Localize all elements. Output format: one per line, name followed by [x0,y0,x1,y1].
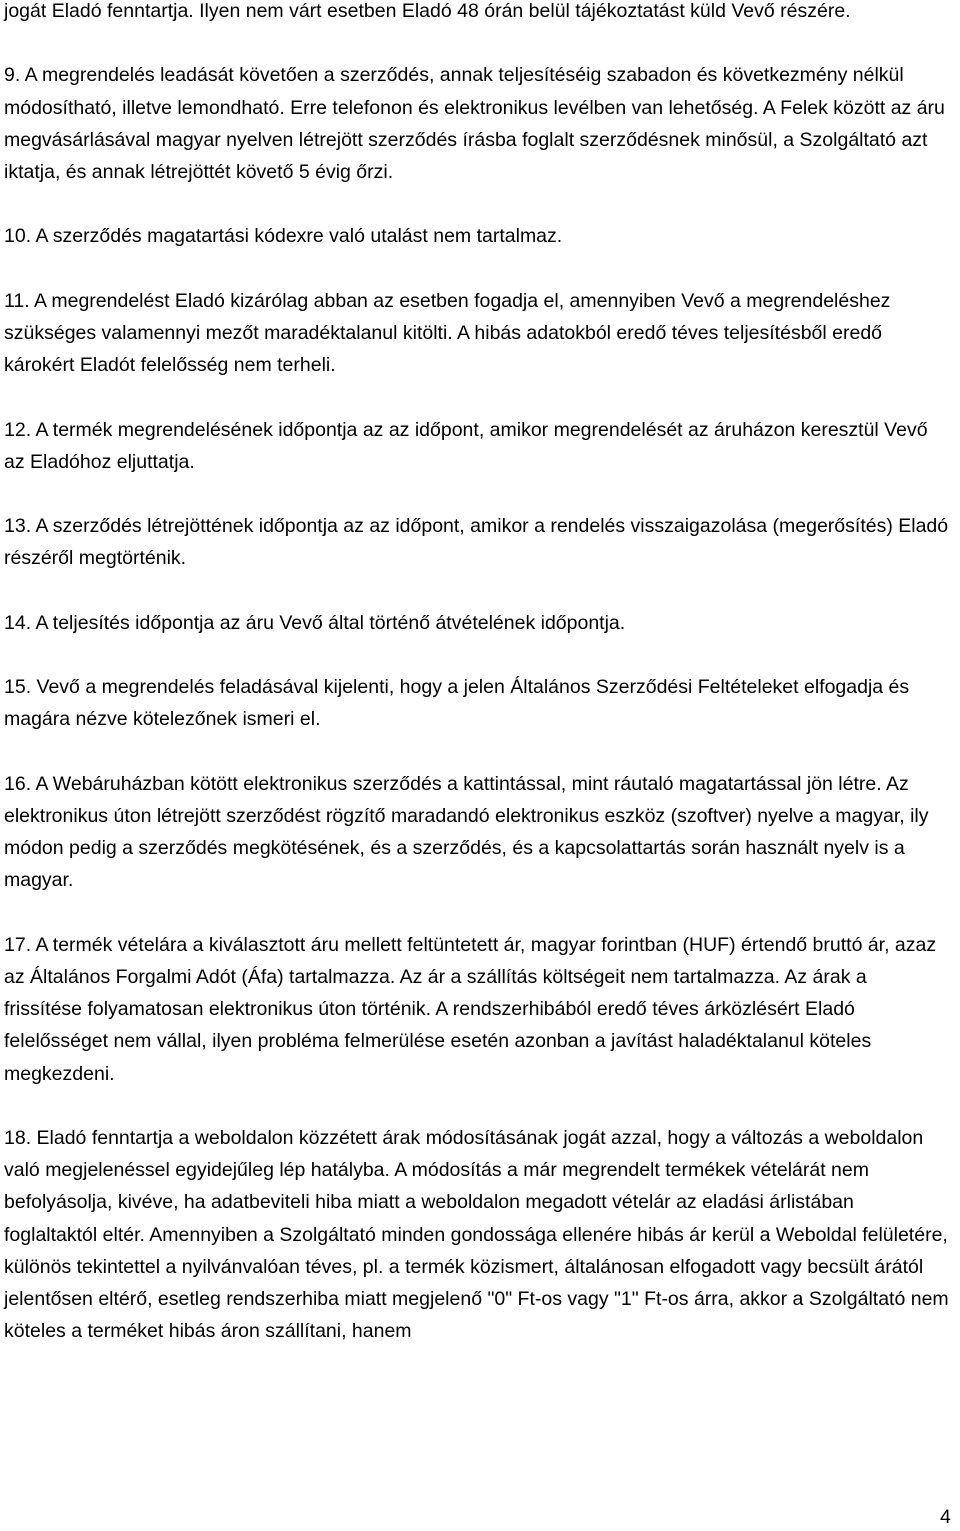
document-page [4,0,949,1380]
paragraph-continuation: jogát Eladó fenntartja. Ilyen nem várt esetben Eladó 48 órán belül tájékoztatást küld Vevő részére. [4,0,851,22]
paragraph-15: 15. Vevő a megrendelés feladásával kijelenti, hogy a jelen Általános Szerződési Feltételeket elfogadja és magára nézve kötelezőnek ismeri el. [4,676,910,731]
paragraph-10: 10. A szerződés magatartási kódexre való utalást nem tartalmaz. [4,225,563,248]
page-number: 4 [940,1506,951,1528]
paragraph-18: 18. Eladó fenntartja a weboldalon közzétett árak módosításának jogát azzal, hogy a változás a weboldalon való megjelenéssel egyidejűleg lép hatályba. A módosítás a már megrendelt termékek vételárát nem befolyásolja, kivéve, ha adatbeviteli hiba miatt a weboldalon megadott vételár az eladási árlistában foglaltaktól eltér. Amennyiben a Szolgáltató minden gondossága ellenére hibás ár kerül a Weboldal felületére, különös tekintettel a nyilvánvalóan téves, pl. a termék közismert, általánosan elfogadott vagy becsült árától jelentősen eltérő, esetleg rendszerhiba miatt megjelenő "0" Ft-os vagy "1" Ft-os árra, akkor a Szolgáltató nem köteles a terméket hibás áron szállítani, hanem [4,1126,949,1343]
paragraph-16: 16. A Webáruházban kötött elektronikus szerződés a kattintással, mint ráutaló magatartással jön létre. Az elektronikus úton létrejött szerződést rögzítő maradandó elektronikus eszköz (szoftver) nyelve a magyar, ily módon pedig a szerződés megkötésének, és a szerződés, és a kapcsolattartás során használt nyelv is a magyar. [4,772,929,892]
paragraph-11: 11. A megrendelést Eladó kizárólag abban az esetben fogadja el, amennyiben Vevő a megrendeléshez szükséges valamennyi mezőt maradéktalanul kitölti. A hibás adatokból eredő téves teljesítésből eredő károkért Eladót felelősség nem terheli. [4,289,891,377]
paragraph-9: 9. A megrendelés leadását követően a szerződés, annak teljesítéséig szabadon és következmény nélkül módosítható, illetve lemondható. Erre telefonon és elektronikus levélben van lehetőség. A Felek között az áru megvásárlásával magyar nyelven létrejött szerződés írásba foglalt szerződésnek minősül, a Szolgáltató azt iktatja, és annak létrejöttét követő 5 évig őrzi. [4,64,945,183]
paragraph-17: 17. A termék vételára a kiválasztott áru mellett feltüntetett ár, magyar forintban (HUF) értendő bruttó ár, azaz az Általános Forgalmi Adót (Áfa) tartalmazza. Az ár a szállítás költségeit nem tartalmazza. Az árak a frissítése folyamatosan elektronikus úton történik. A rendszerhibából eredő téves árközlésért Eladó felelősséget nem vállal, ilyen probléma felmerülése esetén azonban a javítást haladéktalanul köteles megkezdeni. [4,933,937,1085]
paragraph-13: 13. A szerződés létrejöttének időpontja az az időpont, amikor a rendelés visszaigazolása (megerősítés) Eladó részéről megtörténik. [4,515,949,570]
paragraph-12: 12. A termék megrendelésének időpontja az az időpont, amikor megrendelését az áruházon keresztül Vevő az Eladóhoz eljuttatja. [4,418,928,473]
paragraph-14: 14. A teljesítés időpontja az áru Vevő által történő átvételének időpontja. [4,611,626,634]
